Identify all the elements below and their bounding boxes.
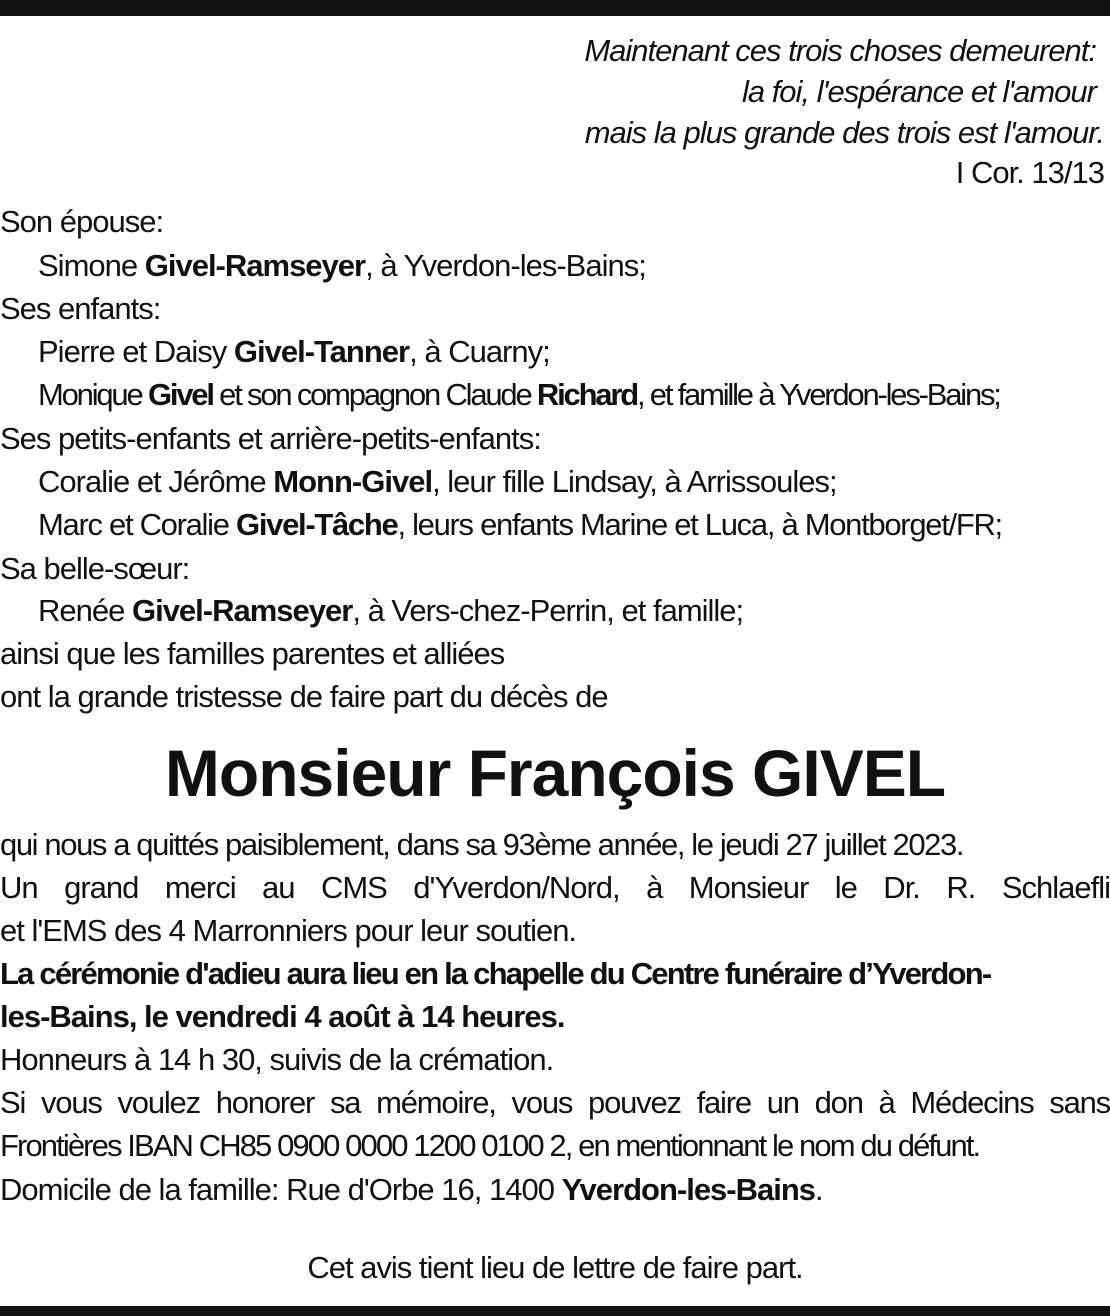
closing-line-2: ont la grande tristesse de faire part du décès de xyxy=(0,679,608,714)
grandchild-line-1: Coralie et Jérôme Monn-Givel, leur fille Lindsay, à Arrissoules; xyxy=(38,464,837,499)
children-heading: Ses enfants: xyxy=(0,291,161,326)
quote-line-2: la foi, l'espérance et l'amour xyxy=(741,74,1096,109)
body-line-3: et l'EMS des 4 Marronniers pour leur soutien. xyxy=(0,913,577,948)
ceremony-line-2: les-Bains, le vendredi 4 août à 14 heures. xyxy=(0,999,565,1034)
footer-note: Cet avis tient lieu de lettre de faire part. xyxy=(307,1250,803,1285)
sister-in-law-heading: Sa belle-sœur: xyxy=(0,551,190,586)
body-line-1: qui nous a quittés paisiblement, dans sa 93ème année, le jeudi 27 juillet 2023. xyxy=(0,827,964,862)
donation-line-1: Si vous voulez honorer sa mémoire, vous pouvez faire un don à Médecins sans xyxy=(0,1085,1110,1120)
quote-line-1: Maintenant ces trois choses demeurent: xyxy=(584,33,1096,68)
child-line-2: Monique Givel et son compagnon Claude Richard, et famille à Yverdon-les-Bains; xyxy=(38,377,1000,412)
top-rule xyxy=(0,0,1110,16)
donation-line-2: Frontières IBAN CH85 0900 0000 1200 0100 2, en mentionnant le nom du défunt. xyxy=(0,1128,980,1163)
honours-line: Honneurs à 14 h 30, suivis de la crémation. xyxy=(0,1042,554,1077)
domicile-line: Domicile de la famille: Rue d'Orbe 16, 1400 Yverdon-les-Bains. xyxy=(0,1172,823,1207)
grandchildren-heading: Ses petits-enfants et arrière-petits-enfants: xyxy=(0,421,541,456)
child-line-1: Pierre et Daisy Givel-Tanner, à Cuarny; xyxy=(38,334,550,369)
quote-reference: I Cor. 13/13 xyxy=(955,155,1104,190)
sister-in-law-line: Renée Givel-Ramseyer, à Vers-chez-Perrin, et famille; xyxy=(38,593,744,628)
bottom-rule xyxy=(0,1306,1110,1316)
ceremony-line-1: La cérémonie d'adieu aura lieu en la chapelle du Centre funéraire d’Yverdon- xyxy=(0,956,991,991)
grandchild-line-2: Marc et Coralie Givel-Tâche, leurs enfants Marine et Luca, à Montborget/FR; xyxy=(38,507,1002,542)
quote-line-3: mais la plus grande des trois est l'amour. xyxy=(584,115,1104,150)
spouse-line: Simone Givel-Ramseyer, à Yverdon-les-Bains; xyxy=(38,248,646,283)
body-line-2: Un grand merci au CMS d'Yverdon/Nord, à Monsieur le Dr. R. Schlaefli xyxy=(0,870,1110,905)
deceased-name: Monsieur François GIVEL xyxy=(164,736,946,810)
spouse-heading: Son épouse: xyxy=(0,204,164,239)
closing-line-1: ainsi que les familles parentes et alliées xyxy=(0,636,505,671)
